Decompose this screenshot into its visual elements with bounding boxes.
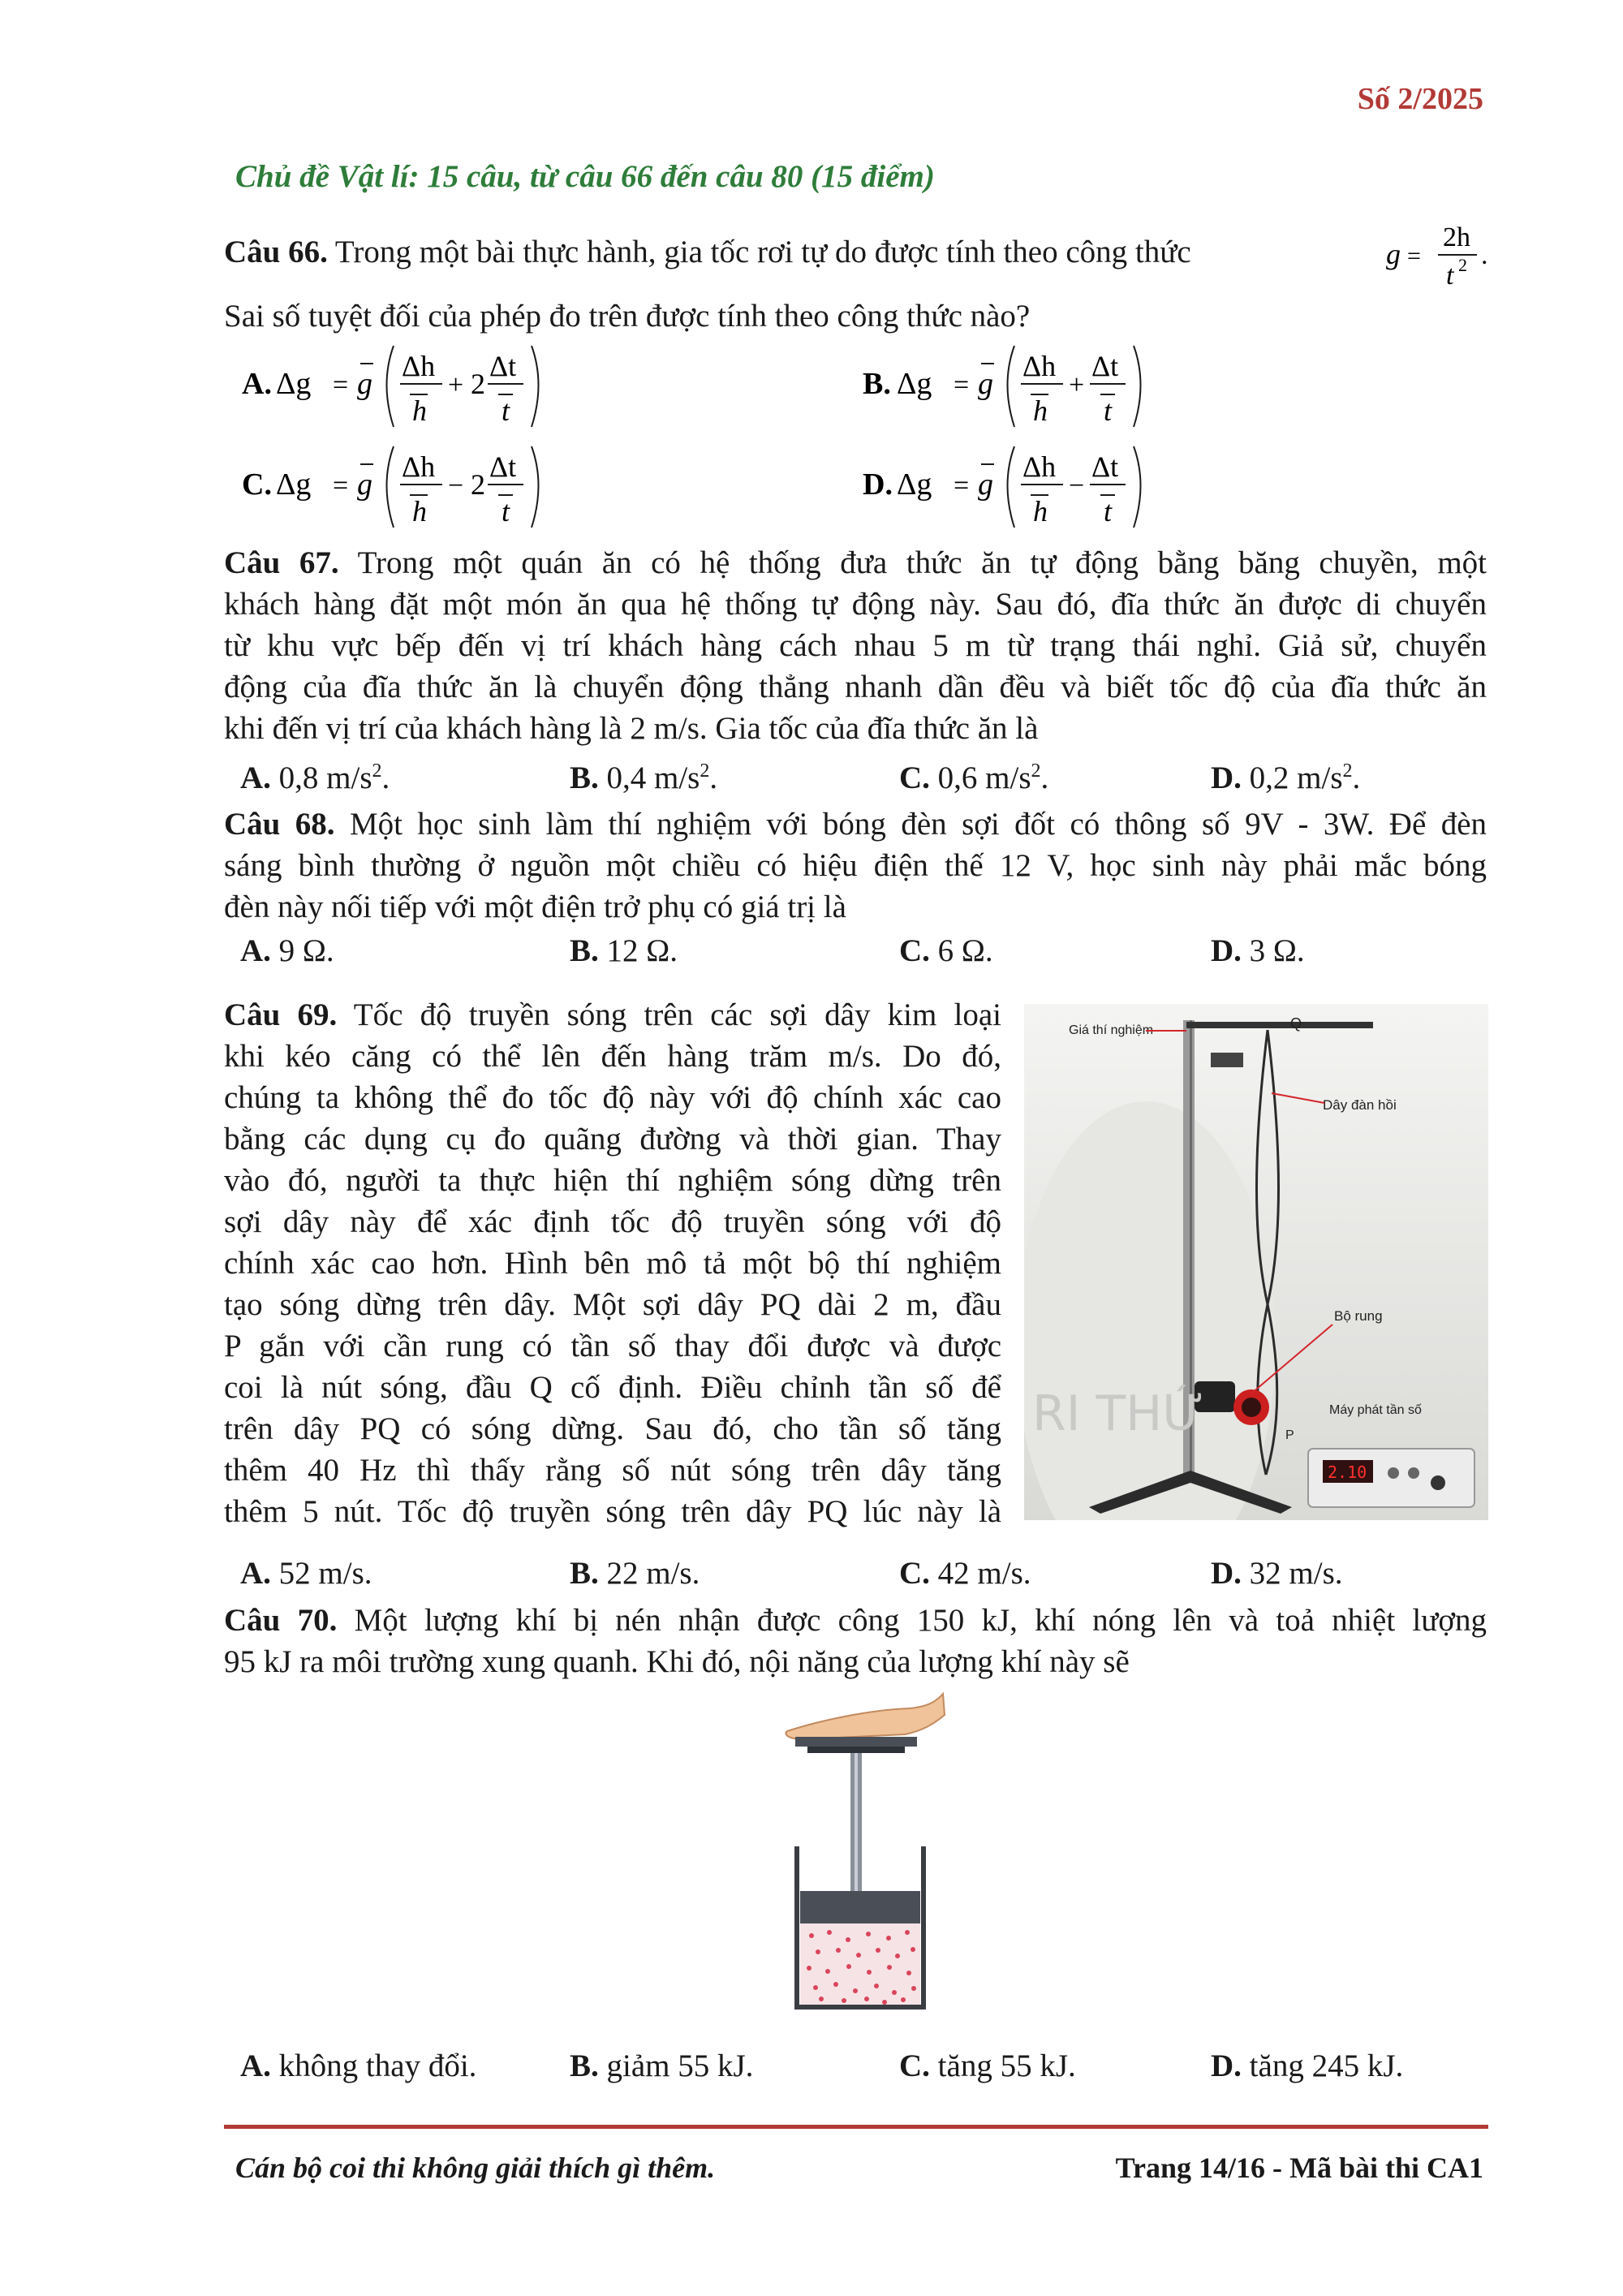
footer-note: Cán bộ coi thi không giải thích gì thêm. <box>235 2152 716 2184</box>
issue-number: Số 2/2025 <box>1357 82 1483 116</box>
q67-option-b[interactable]: B. 0,4 $m/s^2$. <box>570 760 718 795</box>
q66-options-left <box>235 339 657 542</box>
svg-text:+: + <box>448 370 464 400</box>
svg-text:t: t <box>502 495 510 528</box>
svg-text:t: t <box>502 394 510 427</box>
svg-text:h: h <box>1033 495 1048 528</box>
svg-text:Δg: Δg <box>897 367 932 401</box>
svg-text:=: = <box>333 370 349 400</box>
q69-option-b[interactable]: B. 22 m/s. <box>570 1556 700 1591</box>
q66-option-c <box>242 446 539 528</box>
standing-wave-apparatus-figure <box>1024 1004 1488 1520</box>
svg-text:=: = <box>954 471 970 501</box>
q66-number: Câu 66. <box>224 235 328 269</box>
svg-text:Δh: Δh <box>1022 450 1057 483</box>
svg-text:g: g <box>978 367 993 401</box>
q66-formula-num: 2h <box>1443 222 1470 252</box>
q66-option-a <box>242 346 539 427</box>
label-stand: Giá thí nghiệm <box>1069 1023 1154 1037</box>
svg-text:2: 2 <box>471 368 485 400</box>
q66-formula-exp: 2 <box>1458 255 1467 275</box>
q66-option-d <box>863 446 1141 528</box>
q70-number: Câu 70. <box>224 1603 338 1638</box>
svg-text:Δt: Δt <box>489 450 517 483</box>
svg-text:−: − <box>448 471 464 501</box>
q68-option-c[interactable]: C. 6 Ω. <box>899 933 993 968</box>
watermark-text: RI THỨ <box>1032 1385 1204 1442</box>
q66-formula-lhs: g <box>1386 238 1401 270</box>
svg-text:Δg: Δg <box>276 367 312 401</box>
svg-text:Δt: Δt <box>1091 450 1119 483</box>
svg-text:g: g <box>357 467 372 502</box>
label-q: Q <box>1290 1015 1302 1032</box>
piston-head <box>800 1891 920 1923</box>
svg-text:t: t <box>1104 394 1113 427</box>
generator-display: 2.10 <box>1328 1462 1367 1482</box>
svg-text:Δh: Δh <box>402 450 436 483</box>
svg-text:Δg: Δg <box>276 467 312 502</box>
svg-text:h: h <box>412 394 427 427</box>
svg-text:A.: A. <box>242 367 272 401</box>
q70-option-c[interactable]: C. tăng 55 kJ. <box>899 2048 1076 2083</box>
svg-text:Δh: Δh <box>402 350 436 382</box>
label-p: P <box>1285 1428 1294 1442</box>
svg-text:+: + <box>1069 370 1085 400</box>
svg-text:−: − <box>1069 471 1085 501</box>
q68-number: Câu 68. <box>224 807 335 842</box>
label-string: Dây đàn hồi <box>1323 1097 1397 1113</box>
q69-option-d[interactable]: D. 32 m/s. <box>1211 1556 1343 1591</box>
q70-option-a[interactable]: A. không thay đổi. <box>240 2048 477 2083</box>
q68-option-d[interactable]: D. 3 Ω. <box>1211 933 1305 968</box>
gas <box>800 1923 920 2005</box>
hand-icon <box>786 1694 945 1739</box>
q66-option-b <box>863 346 1141 427</box>
svg-text:g: g <box>978 467 993 502</box>
q69-option-c[interactable]: C. 42 m/s. <box>899 1556 1031 1591</box>
svg-text:Δg: Δg <box>897 467 932 502</box>
svg-text:Δt: Δt <box>489 350 517 382</box>
svg-text:h: h <box>1033 394 1048 427</box>
q66-text: Trong một bài thực hành, gia tốc rơi tự do được tính theo công thức <box>334 235 1191 269</box>
q66-stem <box>224 231 1376 273</box>
svg-text:g: g <box>357 367 372 401</box>
q66-question: Sai số tuyệt đối của phép đo trên được tính theo công thức nào? <box>224 299 1031 334</box>
label-vibrator: Bộ rung <box>1334 1308 1383 1324</box>
svg-text:D.: D. <box>863 467 893 502</box>
footer-divider <box>224 2125 1488 2129</box>
svg-text:Δh: Δh <box>1022 350 1057 382</box>
q70-option-d[interactable]: D. tăng 245 kJ. <box>1211 2048 1404 2083</box>
q68-option-b[interactable]: B. 12 Ω. <box>570 933 678 968</box>
svg-text:t: t <box>1104 495 1113 528</box>
q66-formula <box>1380 218 1493 291</box>
q69-option-a[interactable]: A. 52 m/s. <box>240 1556 372 1591</box>
svg-text:=: = <box>333 471 349 501</box>
q67-option-c[interactable]: C. 0,6 $m/s^2$. <box>899 760 1049 795</box>
svg-text:=: = <box>954 370 970 400</box>
svg-text:C.: C. <box>242 467 272 502</box>
svg-text:=: = <box>1407 243 1421 269</box>
label-generator: Máy phát tần số <box>1329 1403 1422 1417</box>
q68-stem: Câu 68. Một học sinh làm thí nghiệm với bóng đèn sợi đốt có thông số 9V - 3W. Để đèn sáng bình thường ở nguồn một chiều có hiệu điện thế 12 V, học sinh này phải mắc bóng đèn này nối tiếp với một điện trở phụ có giá trị là <box>224 807 1487 924</box>
q67-stem: Câu 67. Trong một quán ăn có hệ thống đưa thức ăn tự động bằng băng chuyền, một khách hàng đặt một món ăn qua hệ thống tự động này. Sau đó, đĩa thức ăn được di chuyển từ khu vực bếp đến vị trí khách hàng cách nhau 5 m từ trạng thái nghỉ. Giả sử, chuyển động của đĩa thức ăn là chuyển động thẳng nhanh dần đều và biết tốc độ của đĩa thức ăn khi đến vị trí của khách hàng là 2 m/s. Gia tốc của đĩa thức ăn là <box>224 545 1487 746</box>
q66-formula-den: t <box>1446 261 1454 291</box>
q68-option-a[interactable]: A. 9 Ω. <box>240 933 334 968</box>
piston-cylinder-figure <box>771 1692 949 2017</box>
q67-option-a[interactable]: A. 0,8 $m/s^2$. <box>240 760 390 795</box>
footer-page: Trang 14/16 - Mã bài thi CA1 <box>1115 2152 1483 2184</box>
stand-top-bar <box>1186 1022 1373 1028</box>
svg-text:B.: B. <box>863 367 891 401</box>
q67-number: Câu 67. <box>224 545 339 580</box>
q69-stem: Câu 69. Tốc độ truyền sóng trên các sợi dây kim loại khi kéo căng có thể lên đến hàng trăm m/s. Do đó, chúng ta không thể đo tốc độ này với độ chính xác cao bằng các dụng cụ đo quãng đường và thời gian. Thay vào đó, người ta thực hiện thí nghiệm sóng dừng trên sợi dây này để xác định tốc độ truyền sóng với độ chính xác cao hơn. Hình bên mô tả một bộ thí nghiệm tạo sóng dừng trên dây. Một sợi dây PQ dài 2 m, đầu P gắn với cần rung có tần số thay đổi được và được coi là nút sóng, đầu Q cố định. Điều chỉnh tần số để trên dây PQ có sóng dừng. Sau đó, cho tần số tăng thêm 40 Hz thì thấy rằng số nút sóng trên dây tăng thêm 5 nút. Tốc độ truyền sóng trên dây PQ lúc này là <box>224 997 1002 1529</box>
q70-option-b[interactable]: B. giảm 55 kJ. <box>570 2048 754 2083</box>
q66-options-right <box>856 339 1278 542</box>
q70-stem: Câu 70. Một lượng khí bị nén nhận được công 150 kJ, khí nóng lên và toả nhiệt lượng 95 kJ ra môi trường xung quanh. Khi đó, nội năng của lượng khí này sẽ <box>224 1603 1487 1679</box>
svg-text:.: . <box>1481 240 1488 270</box>
svg-text:h: h <box>412 495 427 528</box>
q67-option-d[interactable]: D. 0,2 $m/s^2$. <box>1211 760 1361 795</box>
svg-text:Δt: Δt <box>1091 350 1119 382</box>
piston-knob <box>795 1737 917 1747</box>
svg-text:2: 2 <box>471 468 485 501</box>
topic-heading: Chủ đề Vật lí: 15 câu, từ câu 66 đến câu 80 (15 điểm) <box>235 159 935 194</box>
q69-number: Câu 69. <box>224 997 338 1032</box>
